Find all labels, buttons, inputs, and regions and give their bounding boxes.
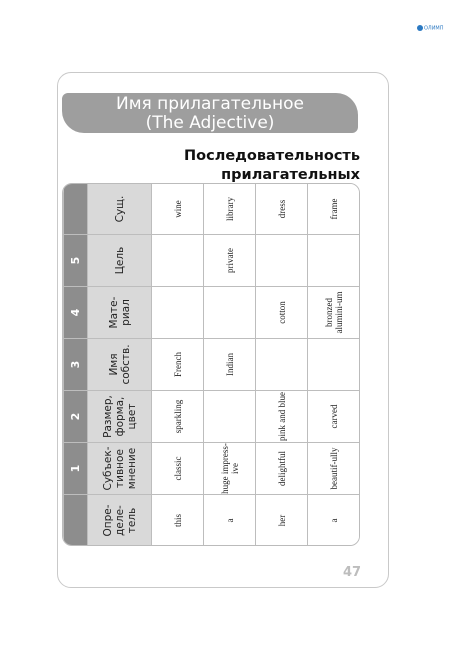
table-heading-line-1: Последовательность прилагательных bbox=[184, 148, 360, 183]
table-cell: bronzed alumini-um bbox=[308, 287, 360, 339]
header-cell: Цель bbox=[88, 235, 152, 287]
table-cell: frame bbox=[308, 184, 360, 235]
banner-subtitle: (The Adjective) bbox=[145, 113, 275, 133]
table-row-empty bbox=[360, 184, 361, 547]
section-banner bbox=[62, 93, 358, 133]
logo-text: ОЛИМП bbox=[424, 25, 444, 32]
logo-icon bbox=[417, 25, 423, 31]
table-cell bbox=[360, 339, 361, 391]
table-cell bbox=[204, 391, 256, 443]
table-cell: classic bbox=[152, 443, 204, 495]
page-number: 47 bbox=[343, 565, 362, 580]
number-row bbox=[64, 184, 88, 547]
table-cell: her bbox=[256, 495, 308, 547]
adjective-order-table bbox=[62, 183, 360, 546]
table-cell bbox=[256, 235, 308, 287]
table-cell: beautif-ully bbox=[308, 443, 360, 495]
table-cell: huge impress-ive bbox=[204, 443, 256, 495]
number-cell: 1 bbox=[64, 443, 88, 495]
table-cell: French bbox=[152, 339, 204, 391]
rotated-table bbox=[63, 184, 360, 546]
header-row bbox=[88, 184, 152, 547]
table-cell bbox=[308, 339, 360, 391]
header-cell: Сущ. bbox=[88, 184, 152, 235]
header-cell: Мате-риал bbox=[88, 287, 152, 339]
table-cell bbox=[360, 287, 361, 339]
number-cell: 5 bbox=[64, 235, 88, 287]
number-cell: 2 bbox=[64, 391, 88, 443]
table-grid bbox=[63, 183, 360, 546]
table-cell: Indian bbox=[204, 339, 256, 391]
table-cell: library bbox=[204, 184, 256, 235]
number-cell bbox=[64, 184, 88, 235]
table-cell: dress bbox=[256, 184, 308, 235]
table-cell: a bbox=[204, 495, 256, 547]
table-row bbox=[204, 184, 256, 547]
table-row bbox=[308, 184, 360, 547]
number-cell: 4 bbox=[64, 287, 88, 339]
table-cell: carved bbox=[308, 391, 360, 443]
table-cell bbox=[152, 287, 204, 339]
number-cell: 3 bbox=[64, 339, 88, 391]
table-row bbox=[152, 184, 204, 547]
table-cell bbox=[360, 443, 361, 495]
table-cell: pink and blue bbox=[256, 391, 308, 443]
table-cell: wine bbox=[152, 184, 204, 235]
table-cell: this bbox=[152, 495, 204, 547]
table-cell bbox=[360, 184, 361, 235]
header-cell: Опре-деле-тель bbox=[88, 495, 152, 547]
number-cell bbox=[64, 495, 88, 547]
header-cell: Субъек-тивное мнение bbox=[88, 443, 152, 495]
header-cell: Размер, форма, цвет bbox=[88, 391, 152, 443]
table-cell bbox=[204, 287, 256, 339]
table-cell: cotton bbox=[256, 287, 308, 339]
table-cell bbox=[256, 339, 308, 391]
table-cell bbox=[360, 391, 361, 443]
table-cell: a bbox=[308, 495, 360, 547]
table-cell bbox=[360, 235, 361, 287]
table-cell bbox=[152, 235, 204, 287]
table-row bbox=[256, 184, 308, 547]
table-cell bbox=[308, 235, 360, 287]
publisher-logo bbox=[417, 25, 444, 32]
banner-title: Имя прилагательное bbox=[116, 94, 304, 114]
table-cell: delightful bbox=[256, 443, 308, 495]
header-cell: Имя собств. bbox=[88, 339, 152, 391]
table-cell: private bbox=[204, 235, 256, 287]
table-cell: sparkling bbox=[152, 391, 204, 443]
